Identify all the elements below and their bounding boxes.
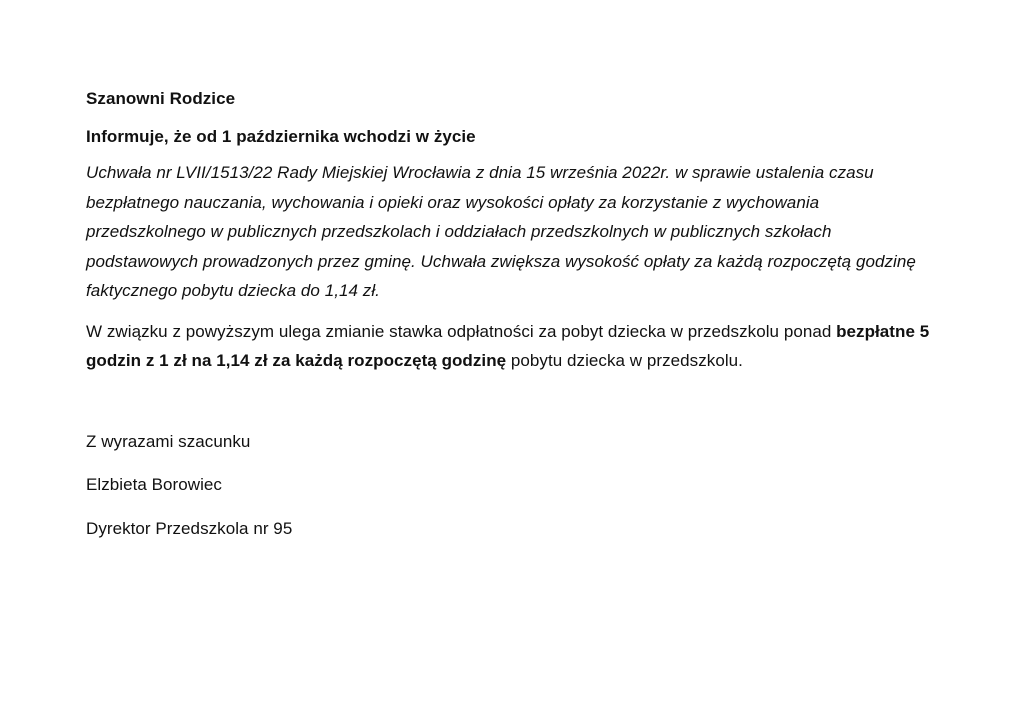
signature-block xyxy=(86,427,936,544)
closing: Z wyrazami szacunku xyxy=(86,431,251,451)
resolution-text: Uchwała nr LVII/1513/22 Rady Miejskiej Wrocławia z dnia 15 września 2022r. w sprawie ustalenia czasu bezpłatnego nauczania, wychowania i opieki oraz wysokości opłaty za korzystanie z wychowania przedszkolnego w publicznych przedszkolach i oddziałach przedszkolnych w publicznych szkołach podstawowych prowadzonych przez gminę. Uchwała zwiększa wysokość opłaty za każdą rozpoczętą godzinę faktycznego pobytu dziecka do 1,14 zł. xyxy=(86,163,916,300)
greeting: Szanowni Rodzice xyxy=(86,89,236,108)
notice-text-start: W związku z powyższym ulega zmianie stawka odpłatności za pobyt dziecka w przedszkolu ponad xyxy=(86,321,837,341)
intro-line: Informuje, że od 1 października wchodzi w życie xyxy=(86,126,476,146)
signer-title: Dyrektor Przedszkola nr 95 xyxy=(86,518,293,538)
fee-change-notice xyxy=(86,317,936,376)
letter-page xyxy=(86,84,936,543)
signer-name: Elzbieta Borowiec xyxy=(86,475,222,494)
notice-bold-fee: bezpłatne 5 godzin z 1 zł na 1,14 zł za każdą rozpoczętą godzinę xyxy=(86,321,930,370)
notice-text-end: pobytu dziecka w przedszkolu. xyxy=(506,351,743,370)
